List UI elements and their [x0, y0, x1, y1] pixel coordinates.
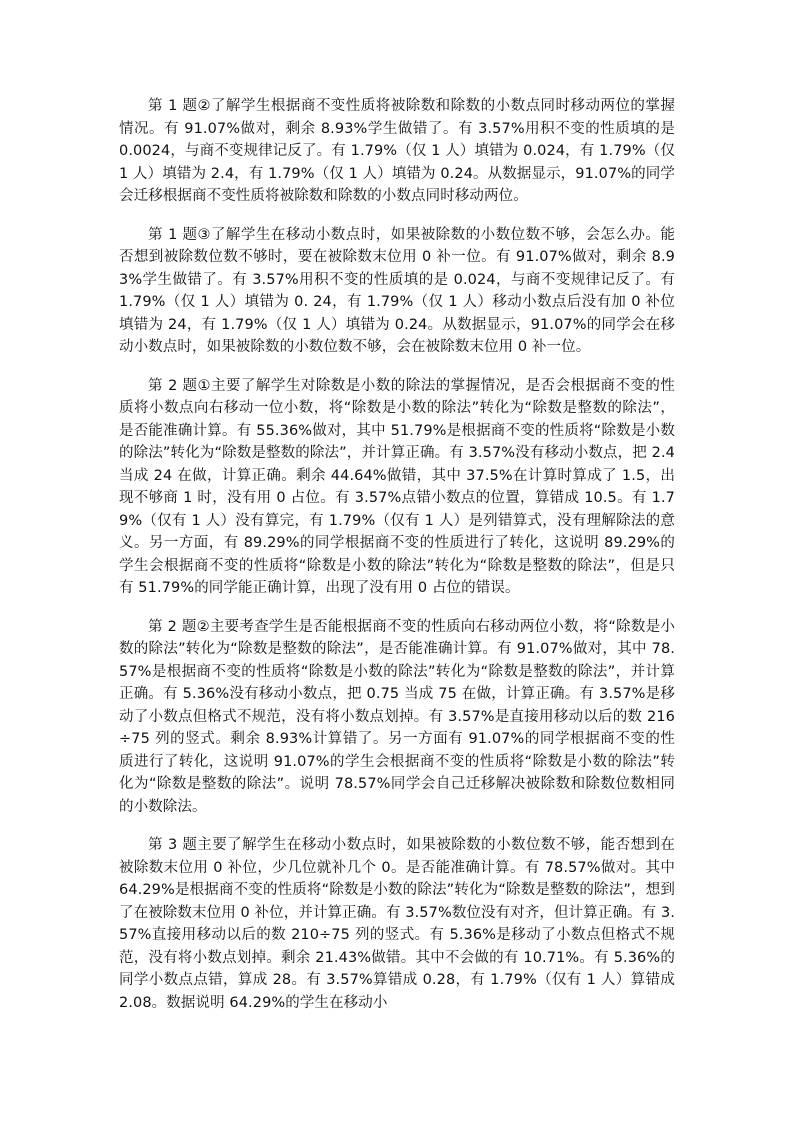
paragraph-q2-part2: 第 2 题②主要考查学生是否能根据商不变的性质向右移动两位小数，将“除数是小数的除法”转化为“除数是整数的除法”，是否能准确计算。有 91.07%做对，其中 78.57%是根据商不变的性质将“除数是小数的除法”转化为“除数是整数的除法”，并计算正确。有 5.36%没有移动小数点，把 0.75 当成 75 在做，计算正确。有 3.57%是移动了小数点但格式不规范，没有将小数点划掉。有 3.57%是直接用移动以后的数 216÷75 列的竖式。剩余 8.93%计算错了。另一方面有 91.07%的同学根据商不变的性质进行了转化，这说明 91.07%的学生会根据商不变的性质将“除数是小数的除法”转化为“除数是整数的除法”。说明 78.57%同学会自己迁移解决被除数和除数位数相同的小数除法。	[119, 618, 675, 815]
paragraph-q3: 第 3 题主要了解学生在移动小数点时，如果被除数的小数位数不够，能否想到在被除数末位用 0 补位，少几位就补几个 0。是否能准确计算。有 78.57%做对。其中 64.29%是根据商不变的性质将“除数是小数的除法”转化为“除数是整数的除法”，想到了在被除数末位用 0 补位，并计算正确。有 3.57%数位没有对齐，但计算正确。有 3.57%直接用移动以后的数 210÷75 列的竖式。有 5.36%是移动了小数点但格式不规范，没有将小数点划掉。剩余 21.43%做错。其中不会做的有 10.71%。有 5.36%的同学小数点点错，算成 28。有 3.57%算错成 0.28，有 1.79%（仅有 1 人）算错成 2.08。数据说明 64.29%的学生在移动小	[119, 837, 675, 1011]
paragraph-q1-part3: 第 1 题③了解学生在移动小数点时，如果被除数的小数位数不够，会怎么办。能否想到被除数位数不够时，要在被除数末位用 0 补一位。有 91.07%做对，剩余 8.93%学生做错了。有 3.57%用积不变的性质填的是 0.024，与商不变规律记反了。有 1.79%（仅 1 人）填错为 0. 24，有 1.79%（仅 1 人）移动小数点后没有加 0 补位填错为 24，有 1.79%（仅 1 人）填错为 0.24。从数据显示，91.07%的同学会在移动小数点时，如果被除数的小数位数不够，会在被除数末位用 0 补一位。	[119, 226, 675, 355]
document-body	[119, 95, 675, 1014]
paragraph-q2-part1: 第 2 题①主要了解学生对除数是小数的除法的掌握情况，是否会根据商不变的性质将小数点向右移动一位小数，将“除数是小数的除法”转化为“除数是整数的除法”，是否能准确计算。有 55.36%做对，其中 51.79%是根据商不变的性质将“除数是小数的除法”转化为“除数是整数的除法”，并计算正确。有 3.57%没有移动小数点，把 2.4 当成 24 在做，计算正确。剩余 44.64%做错，其中 37.5%在计算时算成了 1.5，出现不够商 1 时，没有用 0 占位。有 3.57%点错小数点的位置，算错成 10.5。有 1.79%（仅有 1 人）没有算完，有 1.79%（仅有 1 人）是列错算式，没有理解除法的意义。另一方面，有 89.29%的同学根据商不变的性质进行了转化，这说明 89.29%的学生会根据商不变的性质将“除数是小数的除法”转化为“除数是整数的除法”，但是只有 51.79%的同学能正确计算，出现了没有用 0 占位的错误。	[119, 377, 675, 596]
paragraph-q1-part2: 第 1 题②了解学生根据商不变性质将被除数和除数的小数点同时移动两位的掌握情况。有 91.07%做对，剩余 8.93%学生做错了。有 3.57%用积不变的性质填的是 0.0024，与商不变规律记反了。有 1.79%（仅 1 人）填错为 0.024，有 1.79%（仅 1 人）填错为 2.4，有 1.79%（仅 1 人）填错为 0.24。从数据显示，91.07%的同学会迁移根据商不变性质将被除数和除数的小数点同时移动两位。	[119, 98, 675, 204]
